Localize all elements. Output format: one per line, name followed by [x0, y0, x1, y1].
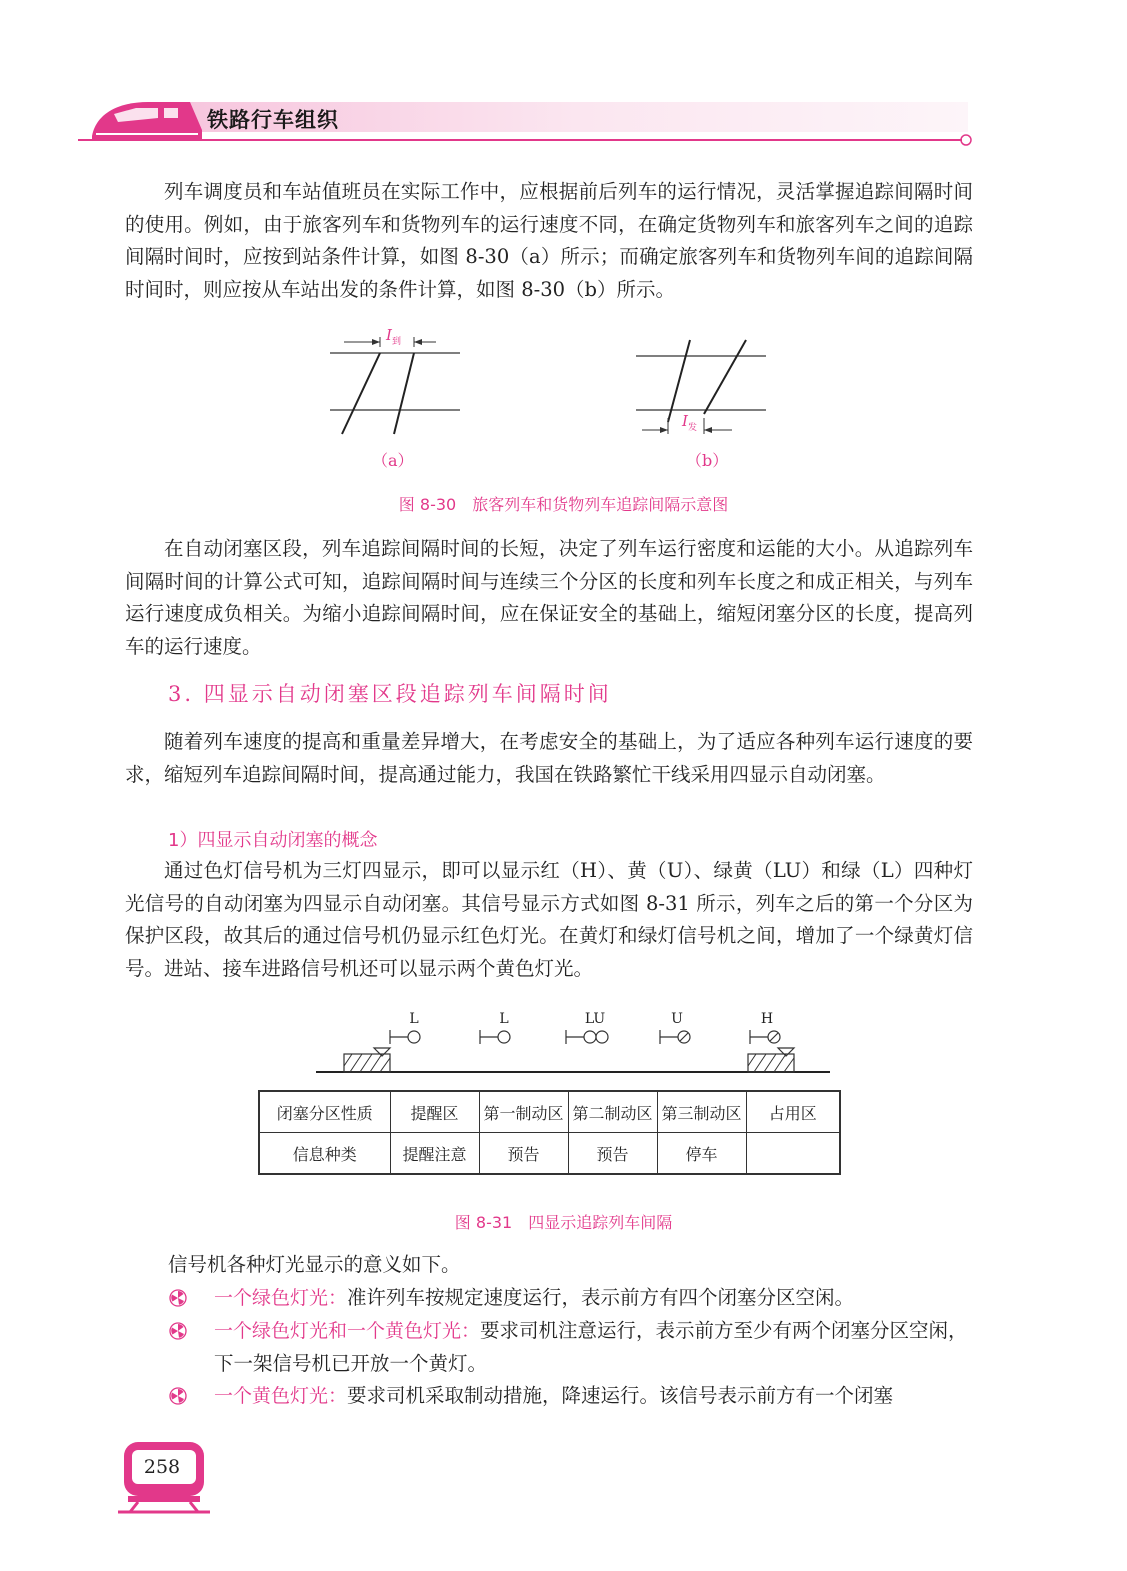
signal-1-icon [390, 1030, 420, 1044]
signal-3-label: LU [584, 1011, 606, 1027]
table-cell: 提醒注意 [390, 1133, 479, 1175]
table-cell: 信息种类 [259, 1133, 390, 1175]
signal-2-label: L [499, 1011, 509, 1027]
list-item [168, 1380, 973, 1413]
table-cell: 第二制动区 [568, 1091, 657, 1133]
bullet-term: 一个绿色灯光： [214, 1287, 348, 1309]
book-title: 铁路行车组织 [207, 108, 339, 132]
trefoil-bullet-icon [168, 1380, 188, 1412]
bullet-text: 要求司机注意运行，表示前方至少有两个闭塞分区空闲，下一架信号机已开放一个黄灯。 [214, 1319, 968, 1375]
figure-8-30-caption: 图 8-30 旅客列车和货物列车追踪间隔示意图 [398, 495, 729, 514]
figure-b-label: （b） [686, 451, 729, 470]
table-row [259, 1133, 840, 1175]
signal-5-icon [750, 1030, 780, 1044]
list-item [168, 1282, 973, 1315]
table-cell: 预告 [479, 1133, 568, 1175]
paragraph-1: 列车调度员和车站值班员在实际工作中，应根据前后列车的运行情况，灵活掌握追踪间隔时间的使用。例如，由于旅客列车和货物列车的运行速度不同，在确定货物列车和旅客列车之间的追踪间隔时间时，应按到站条件计算，如图 8-30（a）所示；而确定旅客列车和货物列车间的追踪间隔时间时，则应按从车站出发的条件计算，如图 8-30（b）所示。 [125, 180, 973, 301]
figure-8-31-caption: 图 8-31 四显示追踪列车间隔 [454, 1213, 673, 1232]
table-cell: 占用区 [746, 1091, 840, 1133]
subsection-title: 1）四显示自动闭塞的概念 [168, 830, 378, 851]
signal-5-label: H [760, 1011, 774, 1027]
paragraph-2: 在自动闭塞区段，列车追踪间隔时间的长短，决定了列车运行密度和运能的大小。从追踪列车间隔时间的计算公式可知，追踪间隔时间与连续三个分区的长度和列车长度之和成正相关，与列车运行速度成负相关。为缩小追踪间隔时间，应在保证安全的基础上，缩短闭塞分区的长度，提高列车的运行速度。 [125, 537, 973, 658]
table-cell [746, 1133, 840, 1175]
signal-1-label: L [409, 1011, 419, 1027]
table-cell: 预告 [568, 1133, 657, 1175]
table-cell: 提醒区 [390, 1091, 479, 1133]
interval-b-subscript: 发 [688, 423, 698, 433]
table-cell: 第一制动区 [479, 1091, 568, 1133]
paragraph-5: 信号机各种灯光显示的意义如下。 [168, 1253, 461, 1276]
signal-4-label: U [671, 1011, 683, 1027]
bullet-term: 一个黄色灯光： [214, 1385, 348, 1407]
table-cell: 第三制动区 [657, 1091, 746, 1133]
page-number: 258 [143, 1456, 181, 1478]
paragraph-4: 通过色灯信号机为三灯四显示，即可以显示红（H）、黄（U）、绿黄（LU）和绿（L）四种灯光信号的自动闭塞为四显示自动闭塞。其信号显示方式如图 8-31 所示，列车之后的第一个分区为保护区段，故其后的通过信号机仍显示红色灯光。在黄灯和绿灯信号机之间，增加了一个绿黄灯信号。进站、接车进路信号机还可以显示两个黄色灯光。 [125, 859, 973, 980]
interval-a-label: I [386, 326, 392, 344]
figure-8-30-diagram [320, 322, 780, 472]
diagram-a [330, 337, 460, 434]
interval-b-label: I [682, 412, 688, 430]
signal-3-icon [566, 1030, 608, 1044]
table-cell: 闭塞分区性质 [259, 1091, 390, 1133]
signal-2-icon [480, 1030, 510, 1044]
train-logo-icon [92, 102, 202, 140]
table-cell: 停车 [657, 1133, 746, 1175]
list-item [168, 1315, 973, 1380]
signal-4-icon [660, 1030, 690, 1044]
figure-8-31-signals [310, 1008, 840, 1078]
bullet-text: 准许列车按规定速度运行，表示前方有四个闭塞分区空闲。 [347, 1286, 855, 1309]
diagram-b [636, 340, 766, 434]
block-section-table [258, 1090, 841, 1175]
trefoil-bullet-icon [168, 1282, 188, 1314]
bullet-text: 要求司机采取制动措施，降速运行。该信号表示前方有一个闭塞 [347, 1384, 894, 1407]
section-title: 3. 四显示自动闭塞区段追踪列车间隔时间 [168, 682, 612, 706]
interval-a-subscript: 到 [392, 337, 402, 347]
figure-a-label: （a） [372, 451, 414, 470]
trefoil-bullet-icon [168, 1315, 188, 1347]
train-block-right [748, 1048, 794, 1072]
table-row [259, 1091, 840, 1133]
paragraph-3: 随着列车速度的提高和重量差异增大，在考虑安全的基础上，为了适应各种列车运行速度的要求，缩短列车追踪间隔时间，提高通过能力，我国在铁路繁忙干线采用四显示自动闭塞。 [125, 730, 973, 786]
bullet-term: 一个绿色灯光和一个黄色灯光： [214, 1320, 481, 1342]
train-block-left [344, 1048, 390, 1072]
